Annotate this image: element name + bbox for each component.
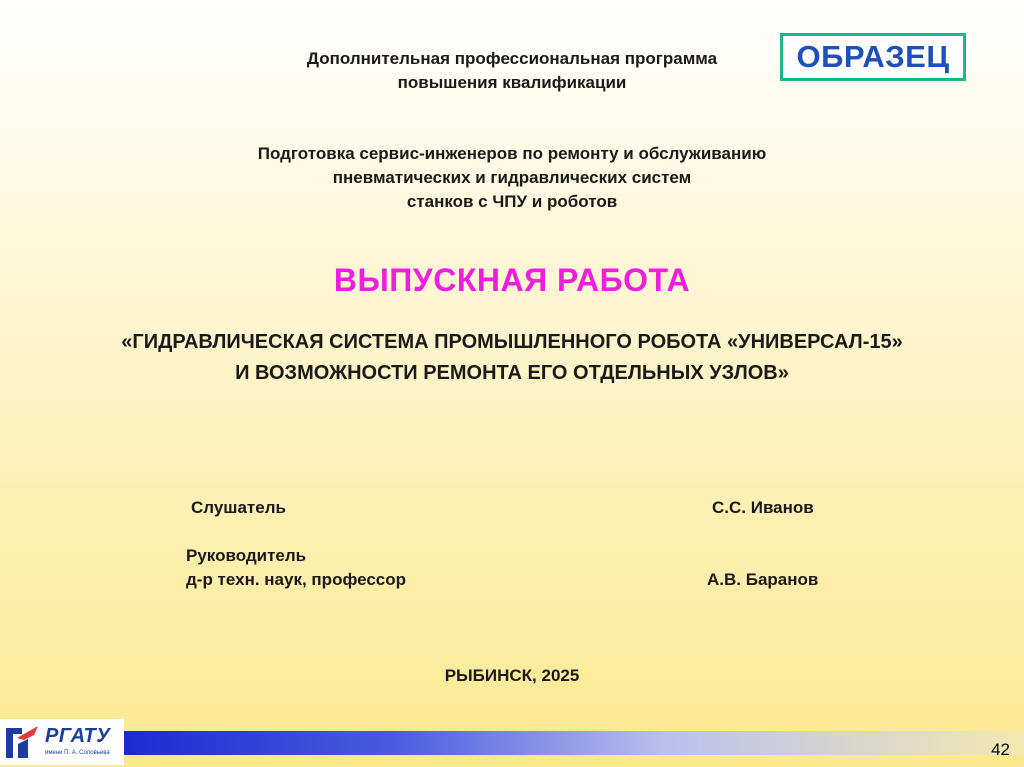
program-line: Дополнительная профессиональная программа: [306, 49, 718, 68]
logo-emblem-icon: [4, 724, 42, 760]
program-line: повышения квалификации: [397, 73, 627, 92]
work-title-line: И ВОЗМОЖНОСТИ РЕМОНТА ЕГО ОТДЕЛЬНЫХ УЗЛОВ»: [235, 362, 789, 384]
university-logo: [0, 719, 124, 765]
supervisor-name: А.В. Баранов: [707, 570, 819, 589]
work-title: [0, 327, 1024, 389]
program-heading: [0, 47, 1024, 95]
city-year: РЫБИНСК, 2025: [444, 666, 580, 685]
footer-bar: [124, 731, 1024, 755]
work-type-title: ВЫПУСКНАЯ РАБОТА: [333, 262, 691, 298]
logo-subtext: имени П. А. Соловьева: [45, 750, 110, 756]
course-line: пневматических и гидравлических систем: [332, 168, 692, 187]
supervisor-degree: д-р техн. наук, профессор: [186, 570, 407, 589]
student-name: С.С. Иванов: [712, 498, 814, 517]
supervisor-label: Руководитель: [186, 546, 307, 565]
work-title-line: «ГИДРАВЛИЧЕСКАЯ СИСТЕМА ПРОМЫШЛЕННОГО РОБОТА «УНИВЕРСАЛ-15»: [121, 331, 903, 353]
page-number: 42: [991, 740, 1010, 759]
course-heading: [0, 142, 1024, 214]
sample-stamp: ОБРАЗЕЦ: [780, 33, 966, 81]
course-line: Подготовка сервис-инженеров по ремонту и обслуживанию: [257, 144, 767, 163]
course-line: станков с ЧПУ и роботов: [406, 192, 618, 211]
student-label: Слушатель: [191, 498, 286, 517]
logo-text: РГАТУ: [45, 725, 111, 747]
